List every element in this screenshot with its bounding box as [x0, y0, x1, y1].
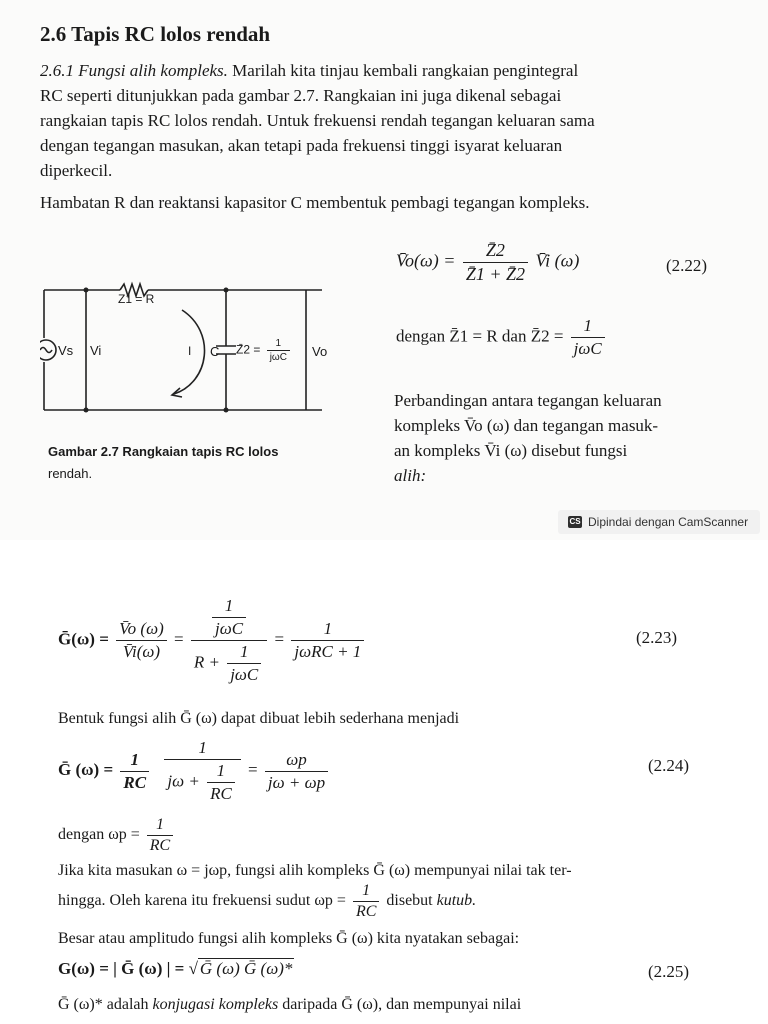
- caption-line-1: Gambar 2.7 Rangkaian tapis RC lolos: [48, 444, 279, 459]
- label-z1: Z1 = R: [118, 292, 155, 306]
- equation-number-2-25: (2.25): [648, 962, 690, 981]
- last-italic: konjugasi kompleks: [152, 996, 279, 1013]
- line-last: [58, 992, 521, 1017]
- label-z2-text: Z̄2 =: [236, 342, 261, 357]
- label-vo: Vo: [312, 344, 328, 359]
- eq224-f2-inner-frac: [207, 761, 235, 804]
- eq224-f2-num: 1: [164, 738, 240, 760]
- label-vi: Vi: [90, 343, 102, 358]
- eq224-frac-3: [265, 750, 328, 793]
- eq223-f2-den-lead: R +: [193, 652, 220, 672]
- intro-line-5: diperkecil.: [40, 161, 113, 180]
- ratio-line-3: an kompleks V̄i (ω) disebut fungsi: [394, 441, 628, 460]
- figure-caption: [48, 441, 348, 485]
- equation-2-22: [396, 240, 579, 285]
- section-heading: 2.6 Tapis RC lolos rendah: [40, 22, 271, 46]
- line-besar: Besar atau amplitudo fungsi alih kompleks Ḡ (ω) kita nyatakan sebagai:: [58, 930, 520, 947]
- eq223-f2-num: [191, 596, 267, 641]
- intro-line-2: RC seperti ditunjukkan pada gambar 2.7. Rangkaian ini juga dikenal sebagai: [40, 86, 562, 105]
- label-capacitor: C: [210, 344, 220, 359]
- equation-2-23: Ḡ(ω) = $\frac{V̄o (\omega)}{V̄i(\omega)}$ = $\frac{1}{\text{jωC}}$ R + $\frac{1}{\text{jωC}}$ = $\frac{1}{\text{jωRC + 1}}$: [58, 596, 367, 685]
- last-a: Ḡ (ω)* adalah: [58, 996, 149, 1013]
- impedance-den: jωC: [573, 339, 602, 358]
- eq223-frac-2: [191, 596, 267, 685]
- label-vs: Vs: [58, 343, 74, 358]
- eq225-root: Ḡ (ω) Ḡ (ω)*: [199, 959, 293, 978]
- intro-line-4: dengan tegangan masukan, akan tetapi pada frekuensi tinggi isyarat keluaran: [40, 136, 563, 155]
- hingga-num: 1: [353, 882, 379, 902]
- eq224-f3-den: jω + ωp: [267, 772, 326, 792]
- page-bottom: [0, 540, 768, 1024]
- line-hingga: [58, 882, 476, 921]
- ratio-line-1: Perbandingan antara tegangan keluaran: [394, 391, 662, 410]
- equation-number-2-24: (2.24): [648, 756, 690, 775]
- paragraph-divider: Hambatan R dan reaktansi kapasitor C membentuk pembagi tegangan kompleks.: [40, 193, 590, 212]
- eq224-f1-num: 1: [120, 750, 149, 772]
- eq222-fraction: [463, 240, 528, 285]
- eq223-f3-num: 1: [291, 619, 364, 641]
- eq223-f2-nd: jωC: [215, 619, 244, 638]
- paragraph-intro: [40, 58, 726, 183]
- impedance-fraction: [571, 316, 605, 359]
- equation-2-25: [58, 958, 294, 979]
- eq224-f2-den-lead: jω +: [167, 771, 200, 791]
- hingga-den: RC: [355, 903, 377, 920]
- caption-line-2: rendah.: [48, 466, 93, 481]
- equation-2-24: Ḡ (ω) = $\frac{1}{RC}$ 1 jω + $\frac{1}{RC}$ = $\frac{\omega p}{j\omega + \omega p}$: [58, 738, 331, 804]
- eq222-den: Z̄1 + Z̄2: [465, 264, 526, 284]
- watermark-text: Dipindai dengan CamScanner: [588, 515, 749, 529]
- label-z2-num: 1: [267, 338, 290, 351]
- ratio-line-4: alih:: [394, 466, 427, 485]
- label-z2-den: jωC: [269, 352, 287, 363]
- line-jika: Jika kita masukan ω = jωp, fungsi alih kompleks Ḡ (ω) mempunyai nilai tak ter-: [58, 862, 572, 879]
- ratio-line-2: kompleks V̄o (ω) dan tegangan masuk-: [394, 416, 659, 435]
- omega-p-den: RC: [149, 837, 171, 854]
- omega-p-text: dengan ωp =: [58, 826, 140, 844]
- eq223-lhs: Ḡ(ω) =: [58, 629, 109, 649]
- eq224-f2-den: [164, 760, 240, 804]
- eq223-f2-dn: 1: [227, 642, 261, 664]
- hingga-text: hingga. Oleh karena itu frekuensi sudut ωp =: [58, 892, 346, 910]
- eq222-lhs: V̄o(ω) =: [396, 250, 456, 271]
- omega-p-fraction: [147, 816, 173, 855]
- omega-p-num: 1: [147, 816, 173, 836]
- hingga-fraction: [353, 882, 379, 921]
- last-b: daripada Ḡ (ω), dan mempunyai nilai: [282, 996, 522, 1013]
- hingga-tail: disebut: [386, 892, 433, 910]
- hingga-tail-italic: kutub.: [436, 892, 477, 910]
- eq223-f2-den: [191, 641, 267, 685]
- camscanner-watermark: [558, 510, 760, 534]
- impedance-text: dengan Z̄1 = R dan Z̄2 =: [396, 326, 564, 346]
- eq224-f1-den: RC: [123, 772, 147, 792]
- equation-number-2-23: (2.23): [636, 628, 678, 647]
- intro-line-3: rangkaian tapis RC lolos rendah. Untuk frekuensi rendah tegangan keluaran sama: [40, 111, 595, 130]
- equation-number-2-22: (2.22): [666, 256, 708, 275]
- eq222-rhs: V̄i (ω): [535, 250, 580, 271]
- impedance-num: 1: [571, 316, 605, 338]
- eq225-lhs: G(ω) = | Ḡ (ω) | =: [58, 959, 185, 978]
- eq223-f2-inner-num-frac: [212, 596, 246, 639]
- equation-impedances: [396, 316, 608, 359]
- eq223-f2-inner-den-frac: [227, 642, 261, 685]
- eq224-frac-1: [120, 750, 149, 793]
- eq223-f1-num: V̄o (ω): [116, 619, 167, 641]
- camscanner-icon: CS: [569, 517, 581, 526]
- intro-line-1: Marilah kita tinjau kembali rangkaian pengintegral: [227, 61, 579, 80]
- eq223-f3-den: jωRC + 1: [294, 642, 362, 661]
- equation-omega-p: [58, 816, 176, 855]
- label-current: I: [188, 344, 192, 358]
- eq224-f3-num: ωp: [265, 750, 328, 772]
- subsection-lead: 2.6.1 Fungsi alih kompleks.: [40, 61, 228, 80]
- eq223-f2-nn: 1: [212, 596, 246, 618]
- paragraph-ratio: [394, 388, 726, 488]
- line-bentuk: Bentuk fungsi alih Ḡ (ω) dapat dibuat lebih sederhana menjadi: [58, 710, 460, 727]
- eq223-f1-den: V̄i(ω): [122, 642, 161, 661]
- eq224-lhs: Ḡ (ω) =: [58, 759, 114, 779]
- eq224-f2-dn: 1: [207, 761, 235, 783]
- eq222-num: Z̄2: [463, 240, 528, 263]
- label-z2-fraction: [267, 338, 290, 363]
- eq223-frac-1: [116, 619, 167, 662]
- eq224-f2-dd: RC: [210, 784, 232, 803]
- eq223-frac-3: [291, 619, 364, 662]
- label-z2: [236, 338, 293, 363]
- eq224-frac-2: [164, 738, 240, 804]
- sqrt-sign: √: [188, 959, 198, 978]
- eq223-f2-dd: jωC: [230, 665, 259, 684]
